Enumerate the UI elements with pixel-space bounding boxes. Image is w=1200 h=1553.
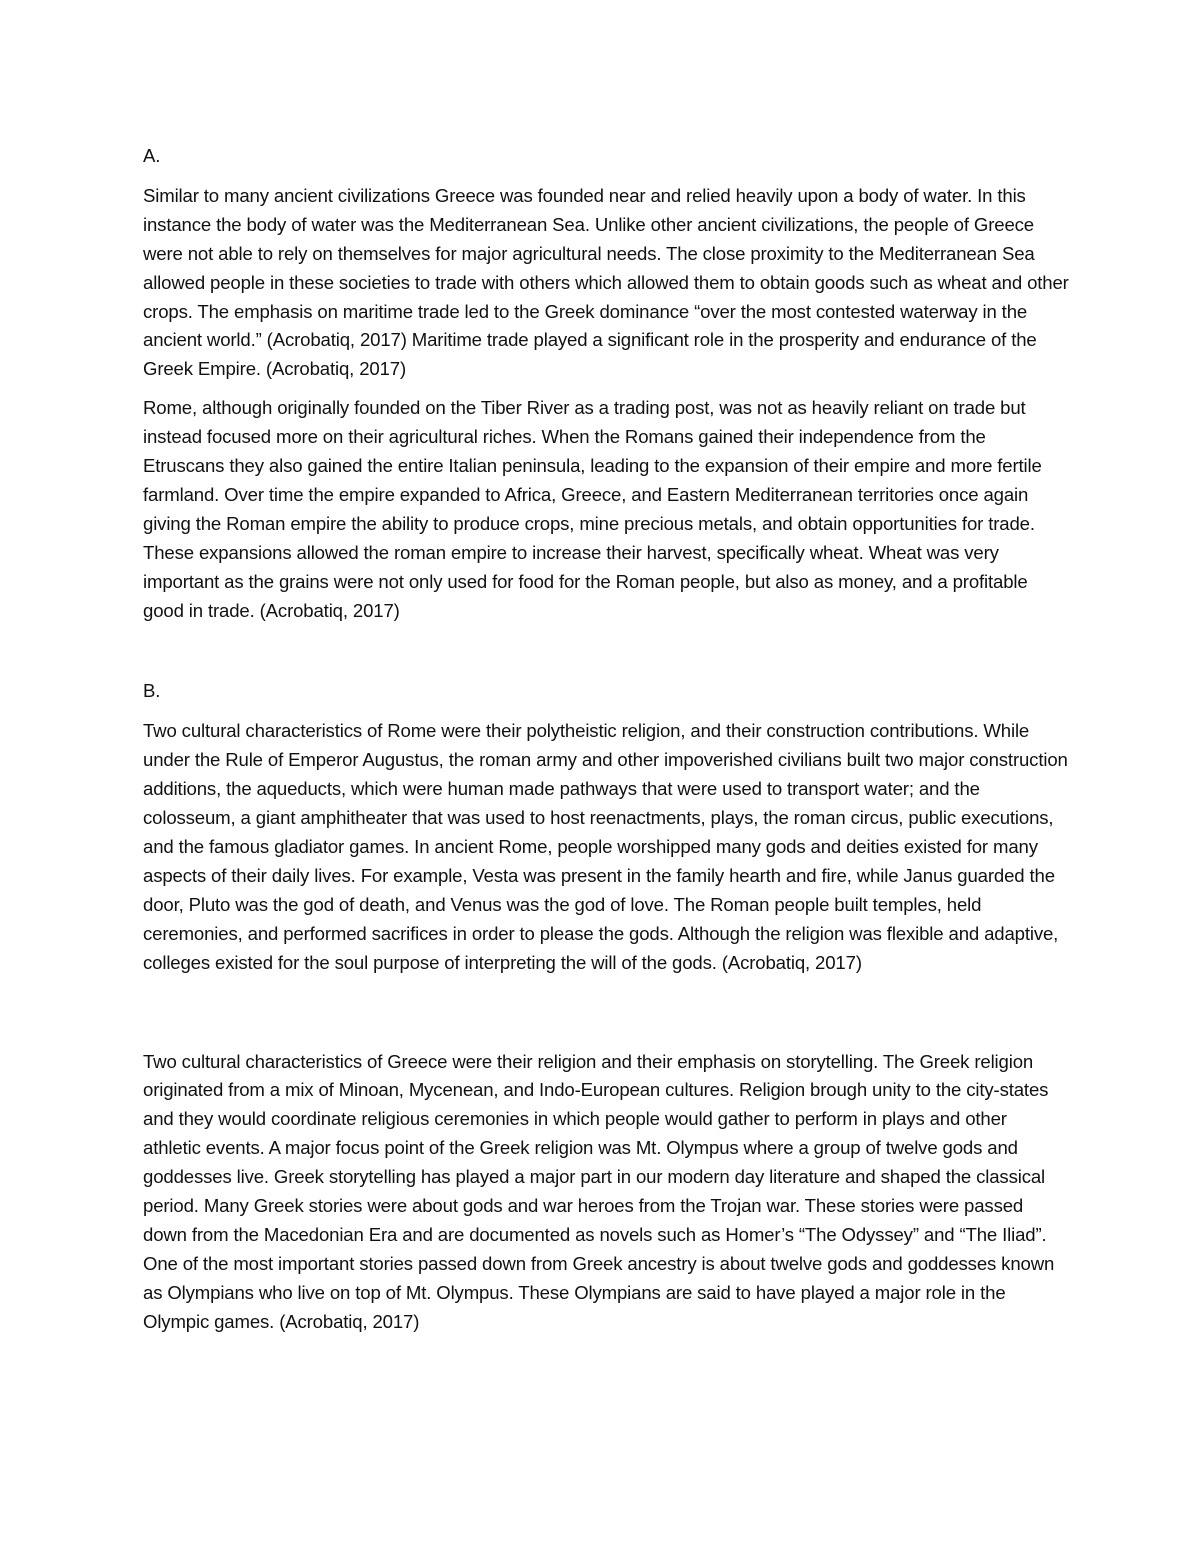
document-body — [143, 142, 1069, 1337]
section-b-heading: B. — [143, 679, 161, 701]
section-a-heading: A. — [143, 145, 161, 166]
paragraph-greece-water-trade: Similar to many ancient civilizations Greece was founded near and relied heavily upon a body of water. In this instance the body of water was the Mediterranean Sea. Unlike other ancient civilizations, the people of Greece were not able to rely on themselves for major agricultural needs. The close proximity to the Mediterranean Sea allowed people in these societies to trade with others which allowed them to obtain goods such as wheat and other crops. The emphasis on maritime trade led to the Greek dominance “over the most contested waterway in the ancient world.” (Acrobatiq, 2017) Maritime trade played a significant role in the prosperity and endurance of the Greek Empire. (Acrobatiq, 2017) — [143, 184, 1069, 380]
paragraph-greece-culture: Two cultural characteristics of Greece were their religion and their emphasis on storytelling. The Greek religion originated from a mix of Minoan, Mycenean, and Indo-European cultures. Religion brough unity to the city-states and they would coordinate religious ceremonies in which people would gather to perform in plays and other athletic events. A major focus point of the Greek religion was Mt. Olympus where a group of twelve gods and goddesses live. Greek storytelling has played a major part in our modern day literature and shaped the classical period. Many Greek stories were about gods and war heroes from the Trojan war. These stories were passed down from the Macedonian Era and are documented as novels such as Homer’s “The Odyssey” and “The Iliad”. One of the most important stories passed down from Greek ancestry is about twelve gods and goddesses known as Olympians who live on top of Mt. Olympus. These Olympians are said to have played a major role in the Olympic games. (Acrobatiq, 2017) — [143, 1050, 1055, 1332]
paragraph-rome-culture: Two cultural characteristics of Rome were their polytheistic religion, and their construction contributions. While under the Rule of Emperor Augustus, the roman army and other impoverished civilians built two major construction additions, the aqueducts, which were human made pathways that were used to transport water; and the colosseum, a giant amphitheater that was used to host reenactments, plays, the roman circus, public executions, and the famous gladiator games. In ancient Rome, people worshipped many gods and deities existed for many aspects of their daily lives. For example, Vesta was present in the family hearth and fire, while Janus guarded the door, Pluto was the god of death, and Venus was the god of love. The Roman people built temples, held ceremonies, and performed sacrifices in order to please the gods. Although the religion was flexible and adaptive, colleges existed for the soul purpose of interpreting the will of the gods. (Acrobatiq, 2017) — [143, 720, 1068, 973]
paragraph-rome-agriculture: Rome, although originally founded on the Tiber River as a trading post, was not as heavily reliant on trade but instead focused more on their agricultural riches. When the Romans gained their independence from the Etruscans they also gained the entire Italian peninsula, leading to the expansion of their empire and more fertile farmland. Over time the empire expanded to Africa, Greece, and Eastern Mediterranean territories once again giving the Roman empire the ability to produce crops, mine precious metals, and obtain opportunities for trade. These expansions allowed the roman empire to increase their harvest, specifically wheat. Wheat was very important as the grains were not only used for food for the Roman people, but also as money, and a profitable good in trade. (Acrobatiq, 2017) — [143, 397, 1042, 621]
